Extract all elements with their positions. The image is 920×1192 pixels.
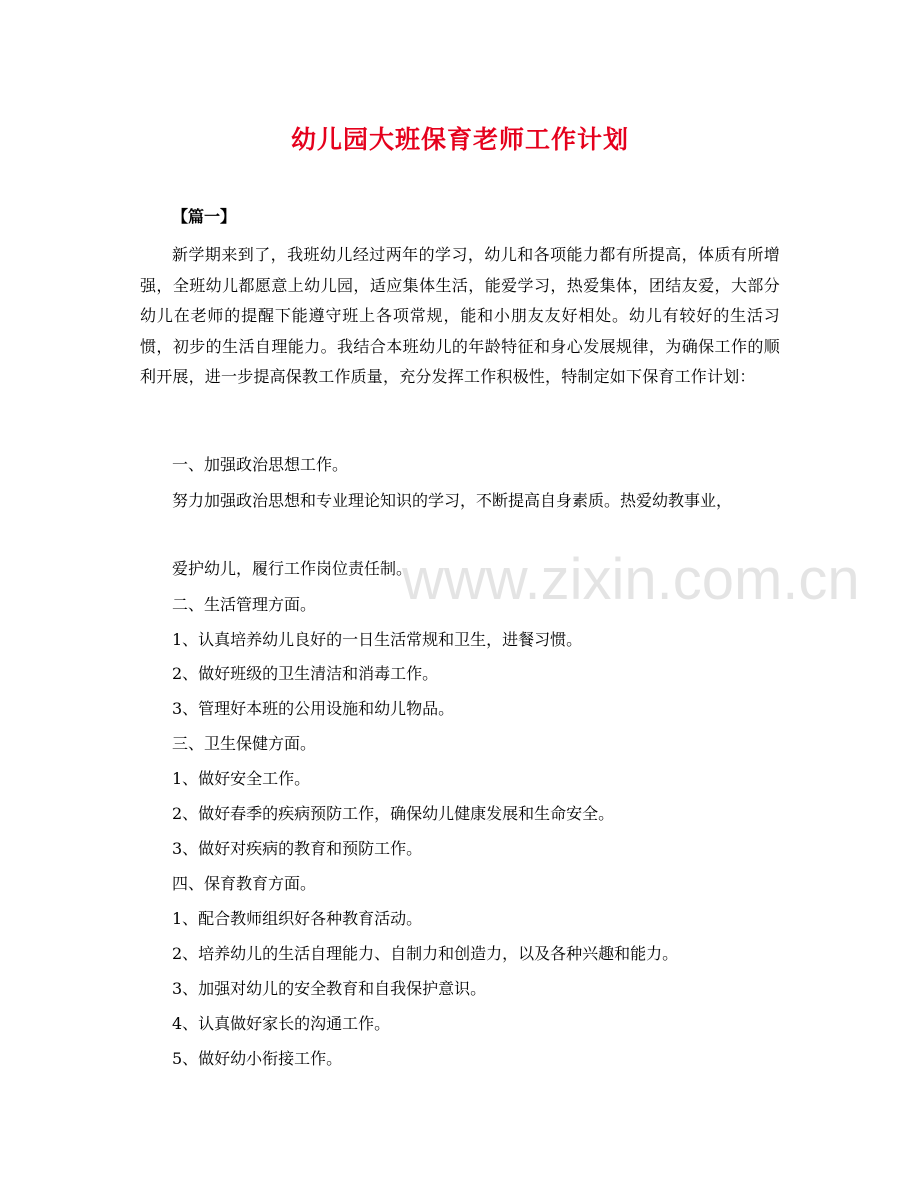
intro-paragraph: 新学期来到了，我班幼儿经过两年的学习，幼儿和各项能力都有所提高，体质有所增强，全班幼儿都愿意上幼儿园，适应集体生活，能爱学习，热爱集体，团结友爱，大部分幼儿在老师的提醒下能遵守班上各项常规，能和小朋友友好相处。幼儿有较好的生活习惯，初步的生活自理能力。我结合本班幼儿的年龄特征和身心发展规律，为确保工作的顺利开展，进一步提高保教工作质量，充分发挥工作积极性，特制定如下保育工作计划： xyxy=(140,245,780,386)
political-paragraph-continued: 爱护幼儿，履行工作岗位责任制。 xyxy=(172,559,413,578)
list-item: 3、做好对疾病的教育和预防工作。 xyxy=(172,839,423,858)
heading-life-management: 二、生活管理方面。 xyxy=(172,595,317,614)
list-item: 1、配合教师组织好各种教育活动。 xyxy=(172,909,423,928)
heading-health-care: 三、卫生保健方面。 xyxy=(172,734,317,753)
political-paragraph: 努力加强政治思想和专业理论知识的学习，不断提高自身素质。热爱幼教事业， xyxy=(172,491,733,510)
section-tag: 【篇一】 xyxy=(172,207,237,226)
list-item: 1、认真培养幼儿良好的一日生活常规和卫生，进餐习惯。 xyxy=(172,630,583,649)
list-item: 3、加强对幼儿的安全教育和自我保护意识。 xyxy=(172,979,487,998)
watermark: www.zixin.com.cn xyxy=(402,547,860,612)
heading-political: 一、加强政治思想工作。 xyxy=(172,455,349,474)
heading-education: 四、保育教育方面。 xyxy=(172,874,317,893)
list-item: 2、做好春季的疾病预防工作，确保幼儿健康发展和生命安全。 xyxy=(172,804,615,823)
document-title: 幼儿园大班保育老师工作计划 xyxy=(290,125,629,154)
list-item: 4、认真做好家长的沟通工作。 xyxy=(172,1014,391,1033)
list-item: 1、做好安全工作。 xyxy=(172,769,311,788)
list-item: 3、管理好本班的公用设施和幼儿物品。 xyxy=(172,699,455,718)
list-item: 2、培养幼儿的生活自理能力、自制力和创造力，以及各种兴趣和能力。 xyxy=(172,944,679,963)
list-item: 5、做好幼小衔接工作。 xyxy=(172,1049,343,1068)
list-item: 2、做好班级的卫生清洁和消毒工作。 xyxy=(172,664,439,683)
